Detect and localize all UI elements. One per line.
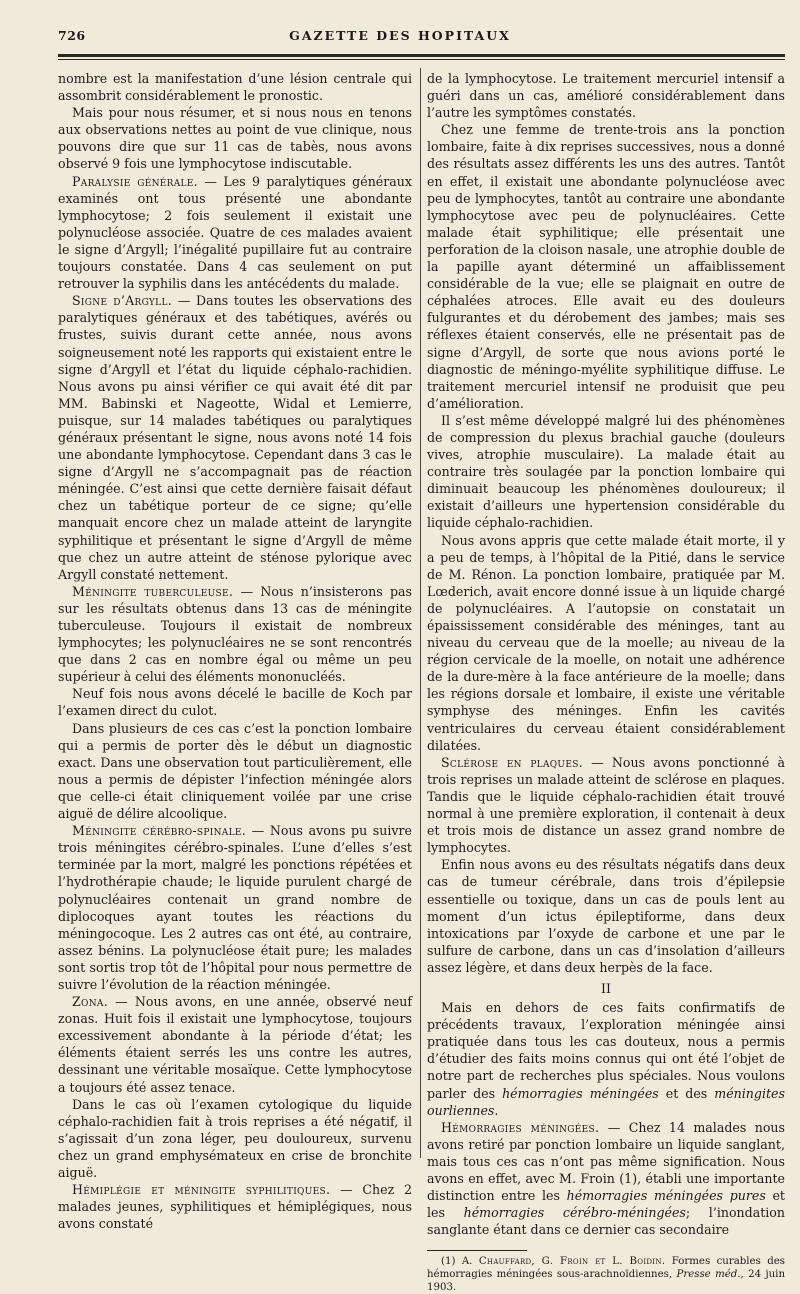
paragraph — [427, 999, 785, 1119]
paragraph-text: et les — [427, 1188, 785, 1221]
emphasis: hémorragies méningées — [502, 1085, 659, 1101]
emphasis: hémorragies cérébro-méningées — [463, 1205, 686, 1221]
paragraph — [58, 993, 412, 1096]
paragraph: Mais pour nous résumer, et si nous nous en tenons aux observations nettes au point de vue clinique, nous pouvons dire que sur 11 cas de tabès, nous avons observé 9 fois une lymphocytose indiscutable. — [58, 105, 412, 172]
paragraph — [58, 292, 412, 583]
section-heading: Sclérose en plaques. — [441, 754, 583, 770]
footnote-rule — [427, 1250, 527, 1251]
paragraph-text: — Nous avons, en une année, observé neuf zonas. Huit fois il existait une lymphocytose, toujours excessivement abondante à la période d’état; les éléments étaient serrés les uns contre les autres, dessinant une véritable mosaïque. Cette lymphocytose a toujours été assez tenace. — [58, 994, 412, 1095]
header-rule-thin — [58, 59, 785, 60]
right-column — [427, 70, 785, 1294]
section-heading: Paralysie générale. — [72, 173, 198, 189]
emphasis: méningites ourliennes — [427, 1085, 785, 1118]
footnote-marker: (1) A. — [441, 1256, 479, 1268]
paragraph: Enfin nous avons eu des résultats négatifs dans deux cas de tumeur cérébrale, dans trois d’épilepsie essentielle ou toxique, dans un cas de pouls lent au moment d’un ictus épileptiforme, dans deux intoxications par l’oxyde de carbone et une par le sulfure de carbone, dans un cas d’insolation d’ailleurs assez légère, et dans deux herpès de la face. — [427, 857, 785, 975]
paragraph-text: — Chez 2 malades jeunes, syphilitiques et hémiplégiques, nous avons constaté — [58, 1182, 412, 1232]
paragraph — [58, 822, 412, 993]
paragraph — [427, 754, 785, 857]
paragraph-text: — Les 9 paralytiques généraux examinés ont tous présenté une abondante lymphocytose; 2 fois seulement il existait une polynucléose associée. Quatre de ces malades avaient le signe d’Argyll; l’inégalité pupillaire fut au contraire toujours constatée. Dans 4 cas seulement on put retrouver la syphilis dans les antécédents du malade. — [58, 173, 413, 292]
paragraph — [427, 1119, 785, 1239]
paragraph: Chez une femme de trente-trois ans la ponction lombaire, faite à dix reprises successives, nous a donné des résultats assez différents les uns des autres. Tantôt en effet, il existait une abondante polynucléose avec peu de lymphocytes, tantôt au contraire une abondante lymphocytose avec peu de polynucléaires. Cette malade était syphilitique; elle présentait une perforation de la cloison nasale, une atrophie double de la papille ayant déterminé un affaiblissement considérable de la vue; elle se plaignait en outre de céphalées atroces. Elle avait eu des douleurs fulgurantes et du dérobement des jambes; mais ses réflexes étaient conservés, elle ne présentait pas de signe d’Argyll, de sorte que nous avions porté le diagnostic de méningo-myélite syphilitique diffuse. Le traitement mercuriel intensif ne produisit que peu d’amélioration. — [427, 122, 785, 411]
paragraph-text: et des — [658, 1085, 715, 1101]
paragraph: Dans le cas où l’examen cytologique du liquide céphalo-rachidien fait à trois reprises a été négatif, il s’agissait d’un zona léger, peu douloureux, survenu chez un grand emphysémateux en crise de bronchite aiguë. — [58, 1096, 412, 1180]
paragraph-text: — Chez 14 malades nous avons retiré par ponction lombaire un liquide sanglant, mais tous ces cas n’ont pas même signification. Nous avons en effet, avec M. Froin (1), établi une importante distinction entre les — [427, 1119, 785, 1204]
paragraph-text: — Nous avons pu suivre trois méningites cérébro-spinales. L’une d’elles s’est terminée par la mort, malgré les ponctions répétées et l’hydrothérapie chaude; le liquide purulent chargé de polynucléaires contenait un grand nombre de diplocoques ayant toutes les réactions du méningocoque. Les 2 autres cas ont été, au contraire, assez bénins. La polynucléose était pure; les malades sont sortis trop tôt de l’hôpital pour nous permettre de suivre l’évolution de la réaction méningée. — [58, 823, 412, 992]
paragraph: Dans plusieurs de ces cas c’est la ponction lombaire qui a permis de porter dès le début un diagnostic exact. Dans une observation tout particulièrement, elle nous a permis de dépister l’infection méningée alors que celle-ci était cliniquement voilée par une crise aiguë de délire alcoolique. — [58, 720, 412, 822]
column-divider — [420, 68, 421, 1158]
paragraph — [58, 583, 412, 686]
left-column — [58, 70, 412, 1232]
paragraph-text: — Nous n’insisterons pas sur les résultats obtenus dans 13 cas de méningite tuberculeuse. Toujours il existait de nombreux lymphocytes; les polynucléaires ne se sont rencontrés que dans 2 cas en nombre égal ou même un peu supérieur à celui des éléments mononucléés. — [58, 583, 412, 685]
footnote-authors: Chauffard, G. Froin et L. Boidin. — [478, 1256, 666, 1268]
paragraph-text: ; l’inondation sanglante étant dans ce dernier cas secondaire — [427, 1205, 786, 1238]
paragraph-text: Mais en dehors de ces faits confirmatifs de précédents travaux, l’exploration méningée ainsi pratiquée dans tous les cas douteux, nous a permis d’étudier des faits moins connus qui ont été l’objet de notre part de recherches plus spéciales. Nous voulons parler des — [427, 1000, 785, 1101]
section-number: II — [601, 980, 611, 996]
header-rule-thick — [58, 54, 785, 57]
section-heading: Hémorragies méningées. — [441, 1119, 600, 1135]
paragraph — [58, 173, 412, 293]
section-heading: Zona. — [72, 994, 109, 1010]
emphasis: hémorragies méningées pures — [566, 1188, 766, 1204]
page-number: 726 — [58, 28, 86, 43]
paragraph: de la lymphocytose. Le traitement mercuriel intensif a guéri dans un cas, amélioré considérablement dans l’autre les symptômes constatés. — [427, 71, 785, 121]
paragraph-text: — Nous avons ponctionné à trois reprises un malade atteint de sclérose en plaques. Tandis que le liquide céphalo-rachidien était trouvé normal à une première exploration, il contenait à deux et trois mois de distance un assez grand nombre de lymphocytes. — [427, 754, 785, 856]
running-title: GAZETTE DES HOPITAUX — [289, 28, 511, 43]
paragraph — [58, 1181, 412, 1232]
paragraph-text: — Dans toutes les observations des paralytiques généraux et des tabétiques, avérés ou frustes, suivis durant cette année, nous avons soigneusement noté les rapports qui existaient entre le signe d’Argyll et l’état du liquide céphalo-rachidien. Nous avons pu ainsi vérifier ce qui avait été dit par MM. Babinski et Nageotte, Widal et Lemierre, puisque, sur 14 malades tabétiques ou paralytiques généraux présentant le signe, nous avons noté 14 fois une abondante lymphocytose. Cependant dans 3 cas le signe d’Argyll ne s’accompagnait pas de réaction méningée. C’est ainsi que cette dernière faisait défaut chez un tabétique porteur de ce signe; qu’elle manquait encore chez un malade atteint de laryngite syphilitique et présentant le signe d’Argyll de même que chez un autre atteint de sténose pylorique avec Argyll constaté nettement. — [58, 293, 412, 582]
section-heading: Méningite tuberculeuse. — [72, 583, 234, 599]
footnote-text: Formes curables des hémorragies méningées sous-arachnoïdiennes, — [427, 1256, 785, 1281]
section-heading: Méningite cérébro-spinale. — [72, 823, 247, 839]
footnote-text: , 24 juin 1903. — [427, 1269, 785, 1294]
footnote-journal: Presse méd. — [676, 1269, 741, 1281]
section-heading: Hémiplégie et méningite syphilitiques. — [72, 1182, 331, 1198]
footnote — [427, 1255, 785, 1294]
section-heading: Signe d’Argyll. — [72, 293, 173, 309]
paragraph: Neuf fois nous avons décelé le bacille de Koch par l’examen direct du culot. — [58, 686, 412, 719]
paragraph-text: . — [494, 1102, 499, 1118]
paragraph: Nous avons appris que cette malade était morte, il y a peu de temps, à l’hôpital de la Pitié, dans le service de M. Rénon. La ponction lombaire, pratiquée par M. Lœderich, avait encore donné issue à un liquide chargé de polynucléaires. A l’autopsie on constatait un épaississement considérable des méninges, tant au niveau du cerveau que de la moelle; au niveau de la région cervicale de la moelle, on notait une adhérence de la dure-mère à la face antérieure de la moelle; dans les régions dorsale et lombaire, il existe une véritable symphyse des méninges. Enfin les cavités ventriculaires du cerveau étaient considérablement dilatées. — [427, 532, 785, 753]
paragraph: nombre est la manifestation d’une lésion centrale qui assombrit considérablement le pronostic. — [58, 71, 412, 104]
paragraph: Il s’est même développé malgré lui des phénomènes de compression du plexus brachial gauche (douleurs vives, atrophie musculaire). La malade était au contraire très soulagée par la ponction lombaire qui diminuait beaucoup les phénomènes douloureux; il existait d’ailleurs une hypertension considérable du liquide céphalo-rachidien. — [427, 412, 785, 531]
